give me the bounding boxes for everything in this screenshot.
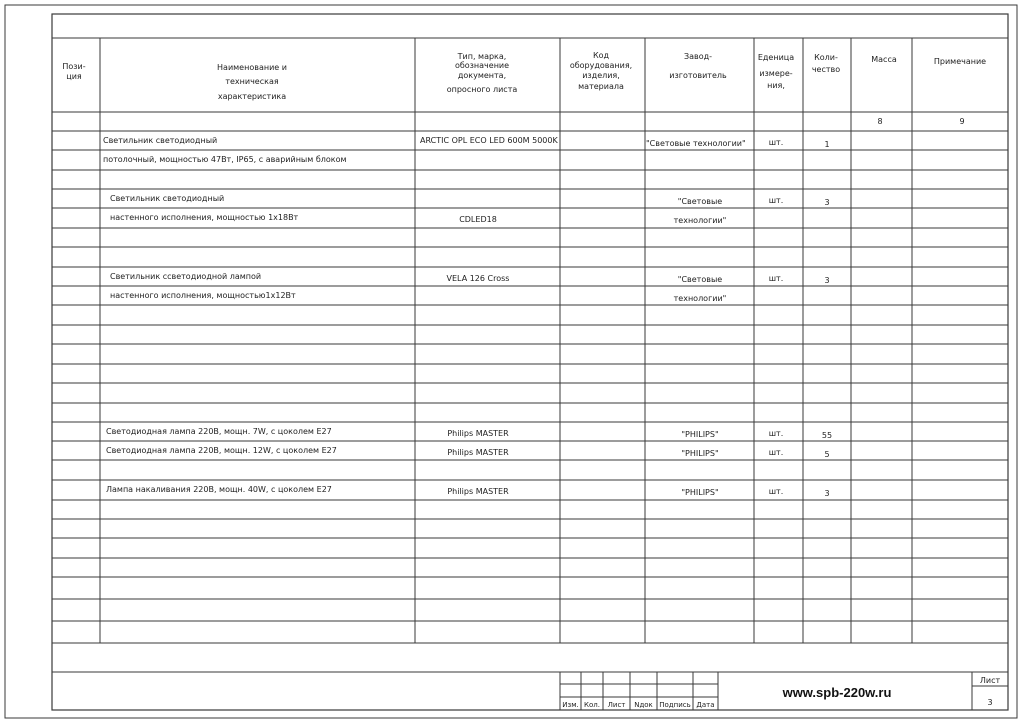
row-maker: "Световые технологии" <box>646 139 746 148</box>
row-unit: шт. <box>768 448 784 457</box>
header-qty: чество <box>811 65 841 74</box>
row-maker: "Световые <box>677 197 723 206</box>
header-unit: Еденица <box>757 53 795 62</box>
row-name: настенного исполнения, мощностью1х12Вт <box>110 291 296 300</box>
header-type: обозначение <box>454 61 510 70</box>
row-name: Светодиодная лампа 220В, мощн. 7W, с цоколем E27 <box>106 427 332 436</box>
header-type: опросного листа <box>446 85 518 94</box>
stamp-label: Кол. <box>584 701 600 709</box>
sheet-number: 3 <box>987 698 993 707</box>
row-qty: 3 <box>824 489 830 498</box>
row-type: Philips MASTER <box>447 429 509 438</box>
row-qty: 5 <box>824 450 830 459</box>
row-maker: "PHILIPS" <box>681 488 719 497</box>
header-unit: ния, <box>767 81 785 90</box>
header-pos: ция <box>66 72 82 81</box>
row-maker: "PHILIPS" <box>681 430 719 439</box>
inner-frame <box>52 14 1008 710</box>
stamp-label: Подпись <box>659 701 691 709</box>
header-code: материала <box>578 82 624 91</box>
header-qty: Коли- <box>814 53 838 62</box>
stamp-label: Лист <box>607 701 626 709</box>
header-code: Код <box>592 51 610 60</box>
header-mass: Масса <box>871 55 897 64</box>
table-grid <box>5 5 1017 718</box>
row-maker: технологии" <box>673 216 727 225</box>
row-name: Светильник светодиодный <box>103 136 218 145</box>
row-type: ARCTIC OPL ECO LED 600M 5000K <box>420 136 558 145</box>
row-name: Светодиодная лампа 220В, мощн. 12W, с цоколем E27 <box>106 446 337 455</box>
website-url: www.spb-220w.ru <box>782 685 892 700</box>
row-qty: 1 <box>824 140 830 149</box>
row-maker: "Световые <box>677 275 723 284</box>
row-qty: 3 <box>824 276 830 285</box>
row-name: настенного исполнения, мощностью 1х18Вт <box>110 213 299 222</box>
row-type: VELA 126 Cross <box>446 274 510 283</box>
header-code: оборудования, <box>569 61 633 70</box>
row-unit: шт. <box>768 138 784 147</box>
header-name: техническая <box>225 77 279 86</box>
header-type: Тип, марка, <box>457 52 507 61</box>
row-unit: шт. <box>768 429 784 438</box>
header-name: Наименование и <box>217 63 287 72</box>
row-name: Лампа накаливания 220В, мощн. 40W, с цоколем E27 <box>106 485 332 494</box>
header-name: характеристика <box>217 92 287 101</box>
row-maker: технологии" <box>673 294 727 303</box>
row-type: CDLED18 <box>459 215 497 224</box>
row-name: Светильник светодиодный <box>110 194 225 203</box>
column-number-mass: 8 <box>877 117 883 126</box>
header-maker: Завод- <box>683 52 713 61</box>
header-type: документа, <box>457 71 507 80</box>
header-code: изделия, <box>582 71 620 80</box>
row-qty: 3 <box>824 198 830 207</box>
row-qty: 55 <box>821 431 833 440</box>
row-type: Philips MASTER <box>447 448 509 457</box>
row-unit: шт. <box>768 196 784 205</box>
header-pos: Пози- <box>62 62 86 71</box>
row-name: Светильник cсветодиодной лампой <box>110 272 262 281</box>
stamp-label: Nдок <box>634 701 653 709</box>
row-unit: шт. <box>768 487 784 496</box>
sheet-label: Лист <box>979 676 1001 685</box>
header-note: Примечание <box>933 57 987 66</box>
header-maker: изготовитель <box>669 71 727 80</box>
stamp-label: Изм. <box>562 701 579 709</box>
header-unit: измере- <box>759 69 793 78</box>
row-unit: шт. <box>768 274 784 283</box>
row-maker: "PHILIPS" <box>681 449 719 458</box>
row-name: потолочный, мощностью 47Вт, IP65, с аварийным блоком <box>103 155 347 164</box>
column-number-note: 9 <box>959 117 965 126</box>
stamp-label: Дата <box>696 701 715 709</box>
row-type: Philips MASTER <box>447 487 509 496</box>
